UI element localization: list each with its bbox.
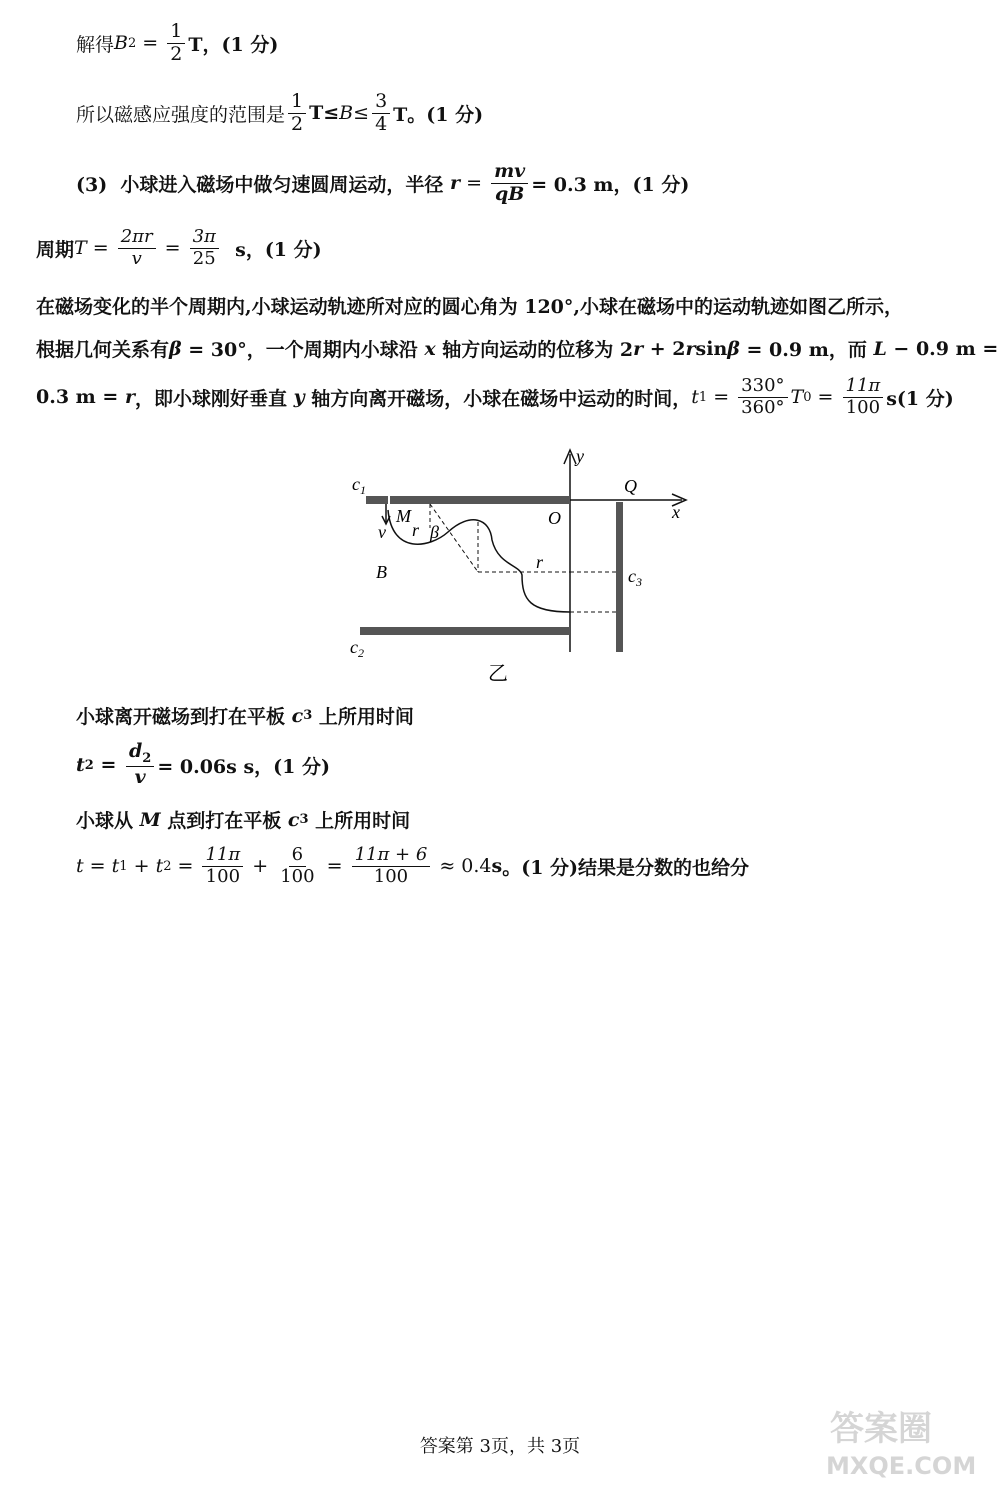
page-footer: 答案第 3页，共 3页 bbox=[419, 1436, 581, 1457]
fraction: $\frac{3\pi}{25}$ bbox=[190, 228, 219, 269]
formula-total-time: t = t 1 + t 2 = $\frac{11\pi}{100}$ + $\frac{6}{100}$ = $\frac{11\pi + 6}{100}$ ≈ 0.4 s 。(1 分)结果是分数的也给分 bbox=[76, 844, 750, 887]
label-c2: $c_2$ bbox=[350, 637, 364, 660]
plate-c2 bbox=[360, 627, 570, 635]
fraction: $\frac{11\pi + 6}{100}$ bbox=[352, 846, 431, 887]
fraction: $\frac{2\pi r}{v}$ bbox=[118, 228, 156, 269]
label-m: M bbox=[396, 506, 411, 526]
fraction: $\frac{11\pi}{100}$ bbox=[843, 377, 884, 418]
fraction: $\frac{330^\circ}{360^\circ}$ bbox=[738, 377, 787, 418]
fraction: $\frac{mv}{qB}$ bbox=[491, 162, 528, 205]
label-o: O bbox=[548, 508, 561, 528]
label-v: v bbox=[378, 522, 386, 542]
plate-c1 bbox=[390, 496, 570, 504]
formula-period: 周期 T = $\frac{2\pi r}{v}$ = $\frac{3\pi}{25}$ s，(1 分) bbox=[36, 226, 322, 269]
paragraph-text: 在磁场变化的半个周期内,小球运动轨迹所对应的圆心角为 120°,小球在磁场中的运动轨迹如图乙所示， bbox=[36, 296, 904, 318]
paragraph-text: 小球从 M 点到打在平板 c 3 上所用时间 bbox=[76, 808, 411, 832]
fraction: $\frac{d_2}{v}$ bbox=[126, 742, 154, 788]
svg-text:MXQE.COM: MXQE.COM bbox=[826, 1452, 977, 1480]
label-r: r bbox=[412, 520, 420, 540]
label-x: x bbox=[672, 502, 680, 522]
fraction: $\frac{6}{100}$ bbox=[280, 844, 315, 887]
paragraph-text: 根据几何关系有 β = 30°，一个周期内小球沿 x 轴方向运动的位移为 2 r + 2 r sin β = 0.9 m，而 L − 0.9 m = bbox=[36, 337, 999, 361]
label-b: B bbox=[376, 562, 387, 582]
plate-c1-left bbox=[366, 496, 388, 504]
plate-c3 bbox=[616, 502, 623, 652]
fraction: $\frac{11\pi}{100}$ bbox=[202, 846, 243, 887]
label-beta: β bbox=[430, 522, 439, 542]
watermark-logo bbox=[820, 1400, 990, 1480]
label-q: Q bbox=[624, 476, 637, 496]
label-r2: r bbox=[536, 552, 544, 572]
trajectory-diagram bbox=[330, 440, 690, 690]
formula-time-in-field: 0.3 m = r ，即小球刚好垂直 y 轴方向离开磁场，小球在磁场中运动的时间， t 1 = $\frac{330^\circ}{360^\circ}$ T 0 = $\frac{11\pi}{100}$ s(1 分) bbox=[36, 375, 954, 418]
label-c1: $c_1$ bbox=[352, 474, 366, 497]
formula-b2: 解得 B 2 = $\frac{1}{2}$ T，(1 分) bbox=[76, 20, 279, 65]
formula-range: 所以磁感应强度的范围是 $\frac{1}{2}$ T≤ B ≤ $\frac{3}{4}$ T。(1 分) bbox=[76, 90, 484, 135]
diagram-caption: 乙 bbox=[488, 663, 508, 685]
fraction: $\frac{1}{2}$ bbox=[167, 22, 185, 65]
svg-text:答案圈: 答案圈 bbox=[830, 1409, 932, 1449]
formula-radius: (3) 小球进入磁场中做匀速圆周运动，半径 r = $\frac{mv}{qB}$ = 0.3 m，(1 分) bbox=[76, 160, 690, 205]
fraction: $\frac{3}{4}$ bbox=[372, 92, 390, 135]
label-y: y bbox=[576, 446, 584, 466]
paragraph-text: 小球离开磁场到打在平板 c 3 上所用时间 bbox=[76, 704, 414, 728]
formula-t2: t 2 = $\frac{d_2}{v}$ = 0.06s s，(1 分) bbox=[76, 740, 330, 789]
fraction: $\frac{1}{2}$ bbox=[288, 92, 306, 135]
label-c3: $c_3$ bbox=[628, 566, 642, 589]
